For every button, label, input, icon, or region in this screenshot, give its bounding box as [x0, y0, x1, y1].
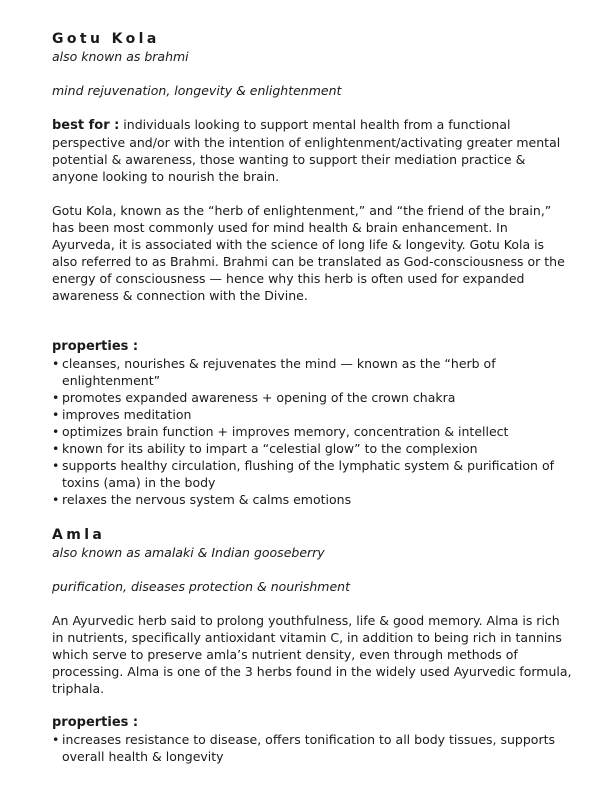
herb-tagline: mind rejuvenation, longevity & enlightenment — [52, 83, 342, 98]
property-item: • known for its ability to impart a “celestial glow” to the complexion — [52, 441, 478, 456]
herb-title: Gotu Kola — [52, 31, 160, 47]
property-item: • increases resistance to disease, offers tonification to all body tissues, supports overall health & longevity — [52, 732, 555, 764]
herb-alias: also known as amalaki & Indian gooseberry — [52, 545, 325, 560]
properties-list — [52, 355, 572, 508]
bullet-icon: • — [52, 492, 60, 507]
bullet-icon: • — [52, 458, 60, 473]
herb-description: An Ayurvedic herb said to prolong youthfulness, life & good memory. Alma is rich in nutrients, specifically antioxidant vitamin C, in addition to being rich in tannins which serve to preserve amla’s nutrient density, even through methods of processing. Alma is one of the 3 herbs found in the widely used Ayurvedic formula, triphala. — [52, 613, 572, 696]
property-item: • promotes expanded awareness + opening of the crown chakra — [52, 390, 456, 405]
bullet-icon: • — [52, 441, 60, 456]
bullet-icon: • — [52, 732, 60, 747]
best-for-label: best for : — [52, 118, 120, 133]
document-page — [52, 30, 572, 765]
bullet-icon: • — [52, 407, 60, 422]
herb-description: Gotu Kola, known as the “herb of enlightenment,” and “the friend of the brain,” has been most commonly used for mind health & brain enhancement. In Ayurveda, it is associated with the science of long life & longevity. Gotu Kola is also referred to as Brahmi. Brahmi can be translated as God-consciousness or the energy of consciousness — hence why this herb is often used for expanded awareness & connection with the Divine. — [52, 203, 565, 303]
best-for-text: individuals looking to support mental health from a functional perspective and/or with the intention of enlightenment/activating greater mental potential & awareness, those wanting to support their mediation practice & anyone looking to nourish the brain. — [52, 117, 561, 184]
herb-alias: also known as brahmi — [52, 49, 189, 64]
property-item: • relaxes the nervous system & calms emotions — [52, 492, 352, 507]
properties-heading: properties : — [52, 339, 139, 354]
herb-tagline: purification, diseases protection & nourishment — [52, 579, 350, 594]
herb-section-gotu-kola — [52, 30, 572, 508]
bullet-icon: • — [52, 390, 60, 405]
herb-section-amla — [52, 526, 572, 765]
property-item: • optimizes brain function + improves memory, concentration & intellect — [52, 424, 509, 439]
bullet-icon: • — [52, 424, 60, 439]
best-for-paragraph — [52, 116, 572, 185]
herb-title: Amla — [52, 527, 106, 543]
bullet-icon: • — [52, 356, 60, 371]
property-item: • cleanses, nourishes & rejuvenates the mind — known as the “herb of enlightenment” — [52, 356, 496, 388]
properties-list — [52, 731, 572, 765]
properties-heading: properties : — [52, 715, 139, 730]
property-item: • supports healthy circulation, flushing of the lymphatic system & purification of toxins (ama) in the body — [52, 458, 554, 490]
property-item: • improves meditation — [52, 407, 192, 422]
